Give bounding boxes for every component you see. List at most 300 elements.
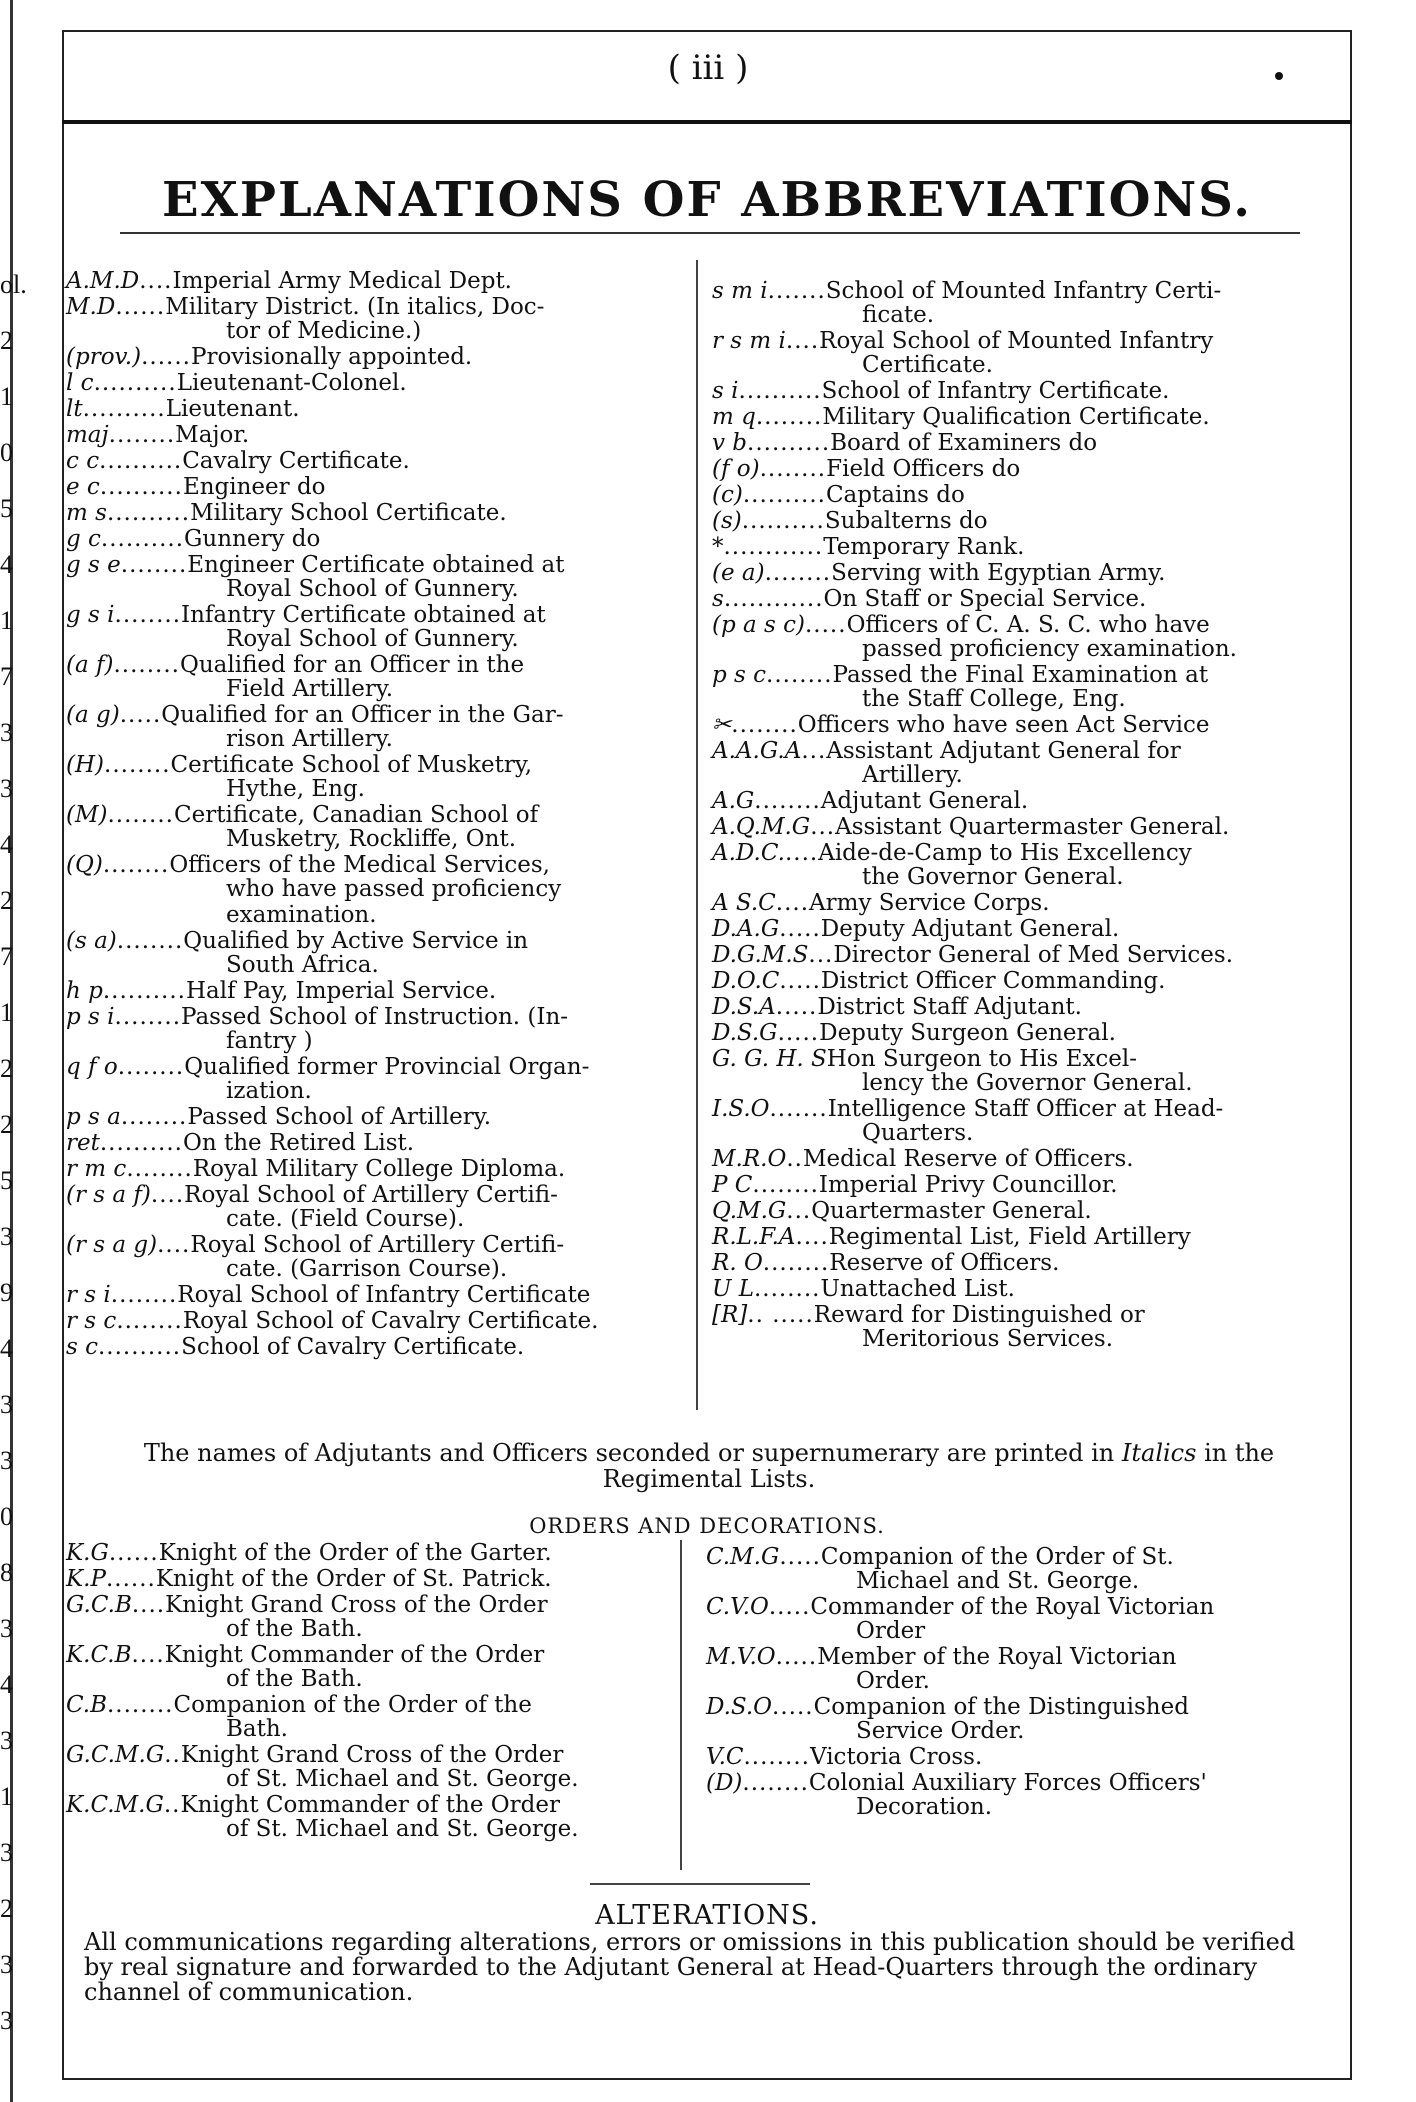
dot-leader: ........ xyxy=(759,456,827,482)
dot-leader: ... xyxy=(786,1198,812,1224)
definition-continuation: ficate. xyxy=(862,302,935,328)
abbreviation-definition: Qualified former Provincial Organ- xyxy=(184,1054,590,1080)
abbreviation-entry xyxy=(712,612,1332,638)
abbreviation-definition: Royal Military College Diploma. xyxy=(192,1156,566,1182)
abbreviation-entry xyxy=(706,1544,1326,1570)
abbreviation-definition: Qualified for an Officer in the xyxy=(179,652,525,678)
abbreviation-term: G.C.M.G xyxy=(66,1742,165,1768)
abbreviation-entry xyxy=(712,328,1332,354)
abbreviation-definition: School of Mounted Infantry Certi- xyxy=(825,278,1222,304)
abbreviation-term: Q.M.G xyxy=(712,1198,787,1224)
abbreviation-term: K.C.B xyxy=(66,1642,132,1668)
margin-number: 3 xyxy=(0,2006,13,2035)
abbreviation-entry xyxy=(712,482,1332,508)
margin-number: 3 xyxy=(0,1614,13,1643)
dot-leader: ........ xyxy=(113,652,180,678)
abbreviation-definition: Knight Commander of the Order xyxy=(180,1792,560,1818)
definition-continuation: cate. (Garrison Course). xyxy=(226,1256,508,1282)
dot-leader: ..... xyxy=(805,612,847,638)
abbreviation-definition: Reward for Distinguished or xyxy=(813,1302,1145,1328)
abbreviation-definition: Royal School of Cavalry Certificate. xyxy=(182,1308,599,1334)
abbreviation-entry xyxy=(712,1172,1332,1198)
definition-continuation: who have passed proficiency examination. xyxy=(226,876,562,928)
abbreviation-definition: Reserve of Officers. xyxy=(829,1250,1060,1276)
abbreviation-term: s i xyxy=(712,378,739,404)
definition-continuation: rison Artillery. xyxy=(226,726,393,752)
margin-number: 3 xyxy=(0,1222,13,1251)
abbreviation-term: (a g) xyxy=(66,702,120,728)
abbreviation-definition: Qualified by Active Service in xyxy=(183,928,529,954)
dot-leader: .... xyxy=(157,1232,191,1258)
abbreviation-term: r m c xyxy=(66,1156,127,1182)
abbreviation-definition: Royal School of Mounted Infantry xyxy=(819,328,1214,354)
definition-continuation: of the Bath. xyxy=(226,1666,363,1692)
margin-number: 2 xyxy=(0,1110,13,1139)
abbreviation-term: K.C.M.G xyxy=(66,1792,164,1818)
abbreviation-term: D.S.A xyxy=(712,994,776,1020)
abbreviation-definition: Passed the Final Examination at xyxy=(832,662,1209,688)
abbreviation-entry xyxy=(712,942,1332,968)
dot-leader: .... xyxy=(795,1224,829,1250)
abbreviation-term: r s m i xyxy=(712,328,786,354)
dot-leader: ........ xyxy=(126,1156,193,1182)
abbreviation-entry xyxy=(712,1146,1332,1172)
abbreviation-definition: Half Pay, Imperial Service. xyxy=(185,978,497,1004)
abbreviation-entry xyxy=(66,1566,676,1592)
abbreviation-entry xyxy=(66,928,686,954)
abbreviation-term: (s) xyxy=(712,508,742,534)
dot-leader: .......... xyxy=(747,430,831,456)
orders-column-divider xyxy=(680,1540,682,1870)
orders-heading: ORDERS AND DECORATIONS. xyxy=(529,1514,885,1538)
abbreviation-term: P C xyxy=(712,1172,753,1198)
abbreviation-term: ✂ xyxy=(712,712,732,738)
abbreviation-term: M.V.O xyxy=(706,1644,776,1670)
abbreviation-entry xyxy=(66,526,686,552)
abbreviation-definition: Passed School of Instruction. (In- xyxy=(181,1004,569,1030)
dot-leader: ........ xyxy=(108,422,176,448)
definition-continuation: of the Bath. xyxy=(226,1616,363,1642)
abbreviation-term: (s a) xyxy=(66,928,117,954)
abbreviation-term: (f o) xyxy=(712,456,760,482)
abbreviation-definition: Member of the Royal Victorian xyxy=(817,1644,1177,1670)
abbreviation-definition: Officers of the Medical Services, xyxy=(169,852,550,878)
page-dot-mark xyxy=(1275,72,1283,80)
abbreviation-term: e c xyxy=(66,474,100,500)
dot-leader: .......... xyxy=(99,1130,183,1156)
abbreviation-term: p s i xyxy=(66,1004,115,1030)
margin-number: 7 xyxy=(0,662,13,691)
dot-leader: ..... xyxy=(775,1644,818,1670)
margin-number: 3 xyxy=(0,1726,13,1755)
abbreviation-term: A.M.D xyxy=(66,268,140,294)
abbreviation-term: h p xyxy=(66,978,103,1004)
note-text-before: The names of Adjutants and Officers seconded or supernumerary are printed in xyxy=(143,1439,1122,1467)
dot-leader: ..... xyxy=(775,994,818,1020)
dot-leader: ... xyxy=(810,814,836,840)
dot-leader: ........ xyxy=(116,1308,183,1334)
abbreviation-definition: Intelligence Staff Officer at Head- xyxy=(827,1096,1224,1122)
abbreviation-term: (D) xyxy=(706,1770,743,1796)
abbreviation-entry xyxy=(66,1692,676,1718)
abbreviation-term: D.O.C xyxy=(712,968,780,994)
abbreviation-definition: Provisionally appointed. xyxy=(190,344,473,370)
definition-continuation: passed proficiency examination. xyxy=(862,636,1237,662)
abbreviation-definition: Victoria Cross. xyxy=(810,1744,983,1770)
abbreviation-entry xyxy=(66,1156,686,1182)
abbreviation-term: (Q) xyxy=(66,852,103,878)
margin-number: 4 xyxy=(0,1334,13,1363)
margin-number: 9 xyxy=(0,1278,13,1307)
dot-leader: ... xyxy=(808,942,834,968)
abbreviation-term: G. G. H. S xyxy=(712,1046,827,1072)
abbreviation-definition: Deputy Adjutant General. xyxy=(820,916,1120,942)
column-divider xyxy=(696,260,698,1410)
dot-leader: ... xyxy=(801,738,827,764)
definition-continuation: Certificate. xyxy=(862,352,993,378)
abbreviation-entry xyxy=(66,448,686,474)
abbreviation-term: g c xyxy=(66,526,101,552)
page-title: EXPLANATIONS OF ABBREVIATIONS. xyxy=(162,172,1252,228)
abbreviation-entry xyxy=(66,1592,676,1618)
abbreviation-definition: Companion of the Order of the xyxy=(173,1692,532,1718)
alterations-heading: ALTERATIONS. xyxy=(595,1900,819,1931)
abbreviations-left-column xyxy=(66,268,686,1360)
abbreviation-entry xyxy=(712,916,1332,942)
abbreviation-entry xyxy=(712,1020,1332,1046)
definition-continuation: Musketry, Rockliffe, Ont. xyxy=(226,826,517,852)
abbreviation-term: m s xyxy=(66,500,107,526)
margin-number: 5 xyxy=(0,494,13,523)
margin-number: 3 xyxy=(0,1950,13,1979)
abbreviation-term: D.G.M.S xyxy=(712,942,809,968)
abbreviation-definition: Officers who have seen Act Service xyxy=(797,712,1210,738)
margin-number: 3 xyxy=(0,774,13,803)
abbreviation-definition: Medical Reserve of Officers. xyxy=(802,1146,1134,1172)
definition-continuation: Royal School of Gunnery. xyxy=(226,626,519,652)
margin-number: 0 xyxy=(0,438,13,467)
abbreviation-entry xyxy=(712,662,1332,688)
abbreviation-term: v b xyxy=(712,430,748,456)
abbreviation-entry xyxy=(66,1334,686,1360)
abbreviation-entry xyxy=(712,404,1332,430)
abbreviation-term: p s c xyxy=(712,662,767,688)
abbreviation-term: (p a s c) xyxy=(712,612,805,638)
dot-leader: ..... xyxy=(777,1020,820,1046)
definition-continuation: the Governor General. xyxy=(862,864,1124,890)
dot-leader: .... xyxy=(131,1592,166,1618)
abbreviation-entry xyxy=(712,814,1332,840)
margin-number: 7 xyxy=(0,942,13,971)
abbreviation-entry xyxy=(706,1644,1326,1670)
definition-continuation: Service Order. xyxy=(856,1718,1025,1744)
definition-continuation: fantry ) xyxy=(226,1028,313,1054)
dot-leader: ....... xyxy=(769,1096,828,1122)
abbreviation-definition: Hon Surgeon to His Excel- xyxy=(826,1046,1138,1072)
margin-number: 2 xyxy=(0,1054,13,1083)
margin-number: 2 xyxy=(0,1894,13,1923)
dot-leader: .. ..... xyxy=(747,1302,814,1328)
margin-number: 5 xyxy=(0,1166,13,1195)
dot-leader: .......... xyxy=(102,978,186,1004)
abbreviation-definition: Unattached List. xyxy=(820,1276,1015,1302)
abbreviation-definition: Knight Grand Cross of the Order xyxy=(180,1742,564,1768)
dot-leader: ..... xyxy=(779,1544,821,1570)
note-italic-word: Italics xyxy=(1121,1439,1197,1467)
abbreviation-entry xyxy=(66,370,686,396)
abbreviation-entry xyxy=(712,840,1332,866)
title-rule xyxy=(120,232,1300,234)
abbreviation-term: (e a) xyxy=(712,560,765,586)
dot-leader: ..... xyxy=(779,916,821,942)
abbreviation-entry xyxy=(66,1130,686,1156)
note-text-after: in the Regimental Lists. xyxy=(602,1439,1275,1493)
abbreviation-entry xyxy=(712,586,1332,612)
dot-leader: ........ xyxy=(753,1276,821,1302)
margin-number: 2 xyxy=(0,886,13,915)
abbreviation-definition: District Officer Commanding. xyxy=(820,968,1166,994)
abbreviation-entry xyxy=(712,1302,1332,1328)
abbreviation-entry xyxy=(706,1744,1326,1770)
abbreviation-definition: Royal School of Artillery Certifi- xyxy=(184,1182,558,1208)
abbreviation-definition: Engineer do xyxy=(182,474,326,500)
abbreviation-entry xyxy=(66,294,686,320)
abbreviation-term: r s c xyxy=(66,1308,117,1334)
margin-number: ol. xyxy=(0,270,27,299)
abbreviation-definition: Knight Grand Cross of the Order xyxy=(165,1592,548,1618)
dot-leader: ........ xyxy=(742,1770,809,1796)
definition-continuation: of St. Michael and St. George. xyxy=(226,1816,579,1842)
abbreviation-entry xyxy=(66,802,686,828)
definition-continuation: cate. (Field Course). xyxy=(226,1206,465,1232)
abbreviation-entry xyxy=(712,456,1332,482)
margin-number: 1 xyxy=(0,998,13,1027)
abbreviation-definition: Field Officers do xyxy=(826,456,1021,482)
abbreviation-term: (r s a f) xyxy=(66,1182,151,1208)
abbreviation-entry xyxy=(712,1046,1332,1072)
margin-number: 3 xyxy=(0,1390,13,1419)
dot-leader: ........ xyxy=(764,560,832,586)
abbreviation-definition: Imperial Privy Councillor. xyxy=(818,1172,1118,1198)
abbreviation-term: C.M.G xyxy=(706,1544,780,1570)
abbreviation-definition: Military District. (In italics, Doc- xyxy=(165,294,545,320)
abbreviation-entry xyxy=(66,344,686,370)
definition-continuation: South Africa. xyxy=(226,952,379,978)
abbreviation-definition: Infantry Certificate obtained at xyxy=(181,602,546,628)
abbreviation-term: R. O xyxy=(712,1250,763,1276)
abbreviation-entry xyxy=(712,994,1332,1020)
definition-continuation: Field Artillery. xyxy=(226,676,394,702)
dot-leader: ..... xyxy=(119,702,162,728)
dot-leader: .... xyxy=(784,840,819,866)
margin-number: 1 xyxy=(0,1782,13,1811)
abbreviation-entry xyxy=(712,1224,1332,1250)
abbreviations-right-column xyxy=(712,278,1332,1352)
abbreviation-entry xyxy=(66,1104,686,1130)
dot-leader: .......... xyxy=(99,474,183,500)
definition-continuation: the Staff College, Eng. xyxy=(862,686,1126,712)
header-rule xyxy=(62,120,1352,124)
abbreviation-term: s c xyxy=(66,1334,98,1360)
abbreviation-term: g s i xyxy=(66,602,115,628)
page-margin xyxy=(0,0,62,2102)
definition-continuation: Hythe, Eng. xyxy=(226,776,365,802)
alterations-rule xyxy=(590,1883,810,1885)
definition-continuation: Michael and St. George. xyxy=(856,1568,1140,1594)
abbreviation-term: A.D.C. xyxy=(712,840,785,866)
abbreviation-entry xyxy=(66,1054,686,1080)
abbreviation-entry xyxy=(712,278,1332,304)
abbreviation-entry xyxy=(66,1232,686,1258)
abbreviation-term: M.R.O xyxy=(712,1146,787,1172)
abbreviation-term: s xyxy=(712,586,724,612)
definition-continuation: Royal School of Gunnery. xyxy=(226,576,519,602)
abbreviation-entry xyxy=(66,474,686,500)
abbreviation-definition: Certificate School of Musketry, xyxy=(170,752,533,778)
abbreviation-entry xyxy=(712,788,1332,814)
abbreviation-definition: On the Retired List. xyxy=(182,1130,415,1156)
dot-leader: .......... xyxy=(742,482,826,508)
abbreviation-entry xyxy=(712,1096,1332,1122)
abbreviation-definition: Lieutenant-Colonel. xyxy=(176,370,407,396)
abbreviation-term: l c xyxy=(66,370,94,396)
abbreviation-term: q f o xyxy=(66,1054,118,1080)
definition-continuation: Order. xyxy=(856,1668,930,1694)
abbreviation-entry xyxy=(66,396,686,422)
abbreviation-definition: Captains do xyxy=(825,482,965,508)
abbreviation-definition: Imperial Army Medical Dept. xyxy=(172,268,512,294)
margin-number: 2 xyxy=(0,326,13,355)
definition-continuation: Order xyxy=(856,1618,926,1644)
abbreviation-entry xyxy=(66,652,686,678)
abbreviation-definition: Serving with Egyptian Army. xyxy=(831,560,1166,586)
abbreviation-term: D.S.G xyxy=(712,1020,778,1046)
abbreviation-term: r s i xyxy=(66,1282,111,1308)
abbreviation-entry xyxy=(66,422,686,448)
dot-leader: .......... xyxy=(741,508,825,534)
abbreviation-entry xyxy=(66,852,686,878)
definition-continuation: tor of Medicine.) xyxy=(226,318,422,344)
dot-leader: .... xyxy=(139,268,173,294)
abbreviation-definition: Deputy Surgeon General. xyxy=(819,1020,1116,1046)
abbreviation-entry xyxy=(66,1004,686,1030)
abbreviation-term: ret xyxy=(66,1130,100,1156)
abbreviation-entry xyxy=(712,508,1332,534)
abbreviation-definition: Certificate, Canadian School of xyxy=(174,802,539,828)
abbreviation-definition: Colonial Auxiliary Forces Officers' xyxy=(808,1770,1207,1796)
abbreviation-definition: Regimental List, Field Artillery xyxy=(828,1224,1191,1250)
margin-number: 1 xyxy=(0,382,13,411)
margin-number: 3 xyxy=(0,718,13,747)
dot-leader: .... xyxy=(131,1642,165,1668)
dot-leader: ...... xyxy=(105,1566,156,1592)
abbreviation-entry xyxy=(712,890,1332,916)
definition-continuation: lency the Governor General. xyxy=(862,1070,1193,1096)
dot-leader: ........ xyxy=(107,802,174,828)
dot-leader: ........ xyxy=(107,1692,174,1718)
abbreviation-entry xyxy=(66,1642,676,1668)
abbreviation-definition: Military Qualification Certificate. xyxy=(822,404,1210,430)
abbreviation-term: (H) xyxy=(66,752,105,778)
dot-leader: ........ xyxy=(104,752,171,778)
abbreviation-definition: Commander of the Royal Victorian xyxy=(810,1594,1215,1620)
dot-leader: .......... xyxy=(100,526,185,552)
dot-leader: ..... xyxy=(768,1594,811,1620)
abbreviation-definition: Quartermaster General. xyxy=(811,1198,1092,1224)
definition-continuation: Artillery. xyxy=(862,762,963,788)
abbreviation-term: c c xyxy=(66,448,100,474)
abbreviation-term: A.A.G.A xyxy=(712,738,802,764)
abbreviation-entry xyxy=(66,752,686,778)
abbreviation-term: * xyxy=(712,534,724,560)
dot-leader: ........ xyxy=(117,1054,185,1080)
dot-leader: ........ xyxy=(114,1004,182,1030)
abbreviation-term: K.G xyxy=(66,1540,109,1566)
dot-leader: ...... xyxy=(115,294,166,320)
abbreviation-definition: Knight Commander of the Order xyxy=(164,1642,545,1668)
abbreviation-term: G.C.B xyxy=(66,1592,132,1618)
abbreviation-term: m q xyxy=(712,404,756,430)
abbreviation-term: D.S.O xyxy=(706,1694,773,1720)
definition-continuation: ization. xyxy=(226,1078,312,1104)
abbreviation-definition: Adjutant General. xyxy=(820,788,1029,814)
abbreviation-term: M.D xyxy=(66,294,116,320)
abbreviation-entry xyxy=(66,1540,676,1566)
abbreviation-entry xyxy=(66,268,686,294)
abbreviation-term: (r s a g) xyxy=(66,1232,158,1258)
abbreviation-definition: Passed School of Artillery. xyxy=(187,1104,492,1130)
abbreviation-definition: Knight of the Order of St. Patrick. xyxy=(155,1566,552,1592)
abbreviation-entry xyxy=(66,1282,686,1308)
abbreviation-term: A.Q.M.G xyxy=(712,814,811,840)
abbreviation-entry xyxy=(712,738,1332,764)
abbreviation-definition: District Staff Adjutant. xyxy=(817,994,1082,1020)
definition-continuation: Decoration. xyxy=(856,1794,993,1820)
abbreviation-entry xyxy=(66,602,686,628)
abbreviation-entry xyxy=(712,560,1332,586)
abbreviation-definition: Companion of the Order of St. xyxy=(820,1544,1174,1570)
definition-continuation: Bath. xyxy=(226,1716,288,1742)
abbreviation-entry xyxy=(712,712,1332,738)
abbreviation-entry xyxy=(706,1770,1326,1796)
abbreviation-term: p s a xyxy=(66,1104,121,1130)
dot-leader: ........ xyxy=(102,852,170,878)
abbreviation-definition: Assistant Adjutant General for xyxy=(826,738,1181,764)
margin-number: 3 xyxy=(0,1446,13,1475)
abbreviation-definition: Assistant Quartermaster General. xyxy=(835,814,1230,840)
dot-leader: ........ xyxy=(766,662,833,688)
abbreviation-term: V.C xyxy=(706,1744,744,1770)
abbreviation-term: C.V.O xyxy=(706,1594,769,1620)
abbreviation-definition: Major. xyxy=(175,422,250,448)
abbreviation-term: U L xyxy=(712,1276,754,1302)
dot-leader: ........ xyxy=(755,404,823,430)
abbreviation-entry xyxy=(66,1792,676,1818)
abbreviation-entry xyxy=(66,978,686,1004)
dot-leader: ..... xyxy=(779,968,821,994)
abbreviation-definition: Companion of the Distinguished xyxy=(813,1694,1189,1720)
abbreviation-entry xyxy=(712,1198,1332,1224)
abbreviation-entry xyxy=(66,1742,676,1768)
dot-leader: ........ xyxy=(120,1104,188,1130)
abbreviation-term: I.S.O xyxy=(712,1096,770,1122)
definition-continuation: Quarters. xyxy=(862,1120,974,1146)
abbreviation-definition: Lieutenant. xyxy=(165,396,300,422)
abbreviation-entry xyxy=(712,1276,1332,1302)
dot-leader: .......... xyxy=(99,448,183,474)
abbreviation-definition: Knight of the Order of the Garter. xyxy=(158,1540,552,1566)
dot-leader: ........ xyxy=(110,1282,178,1308)
